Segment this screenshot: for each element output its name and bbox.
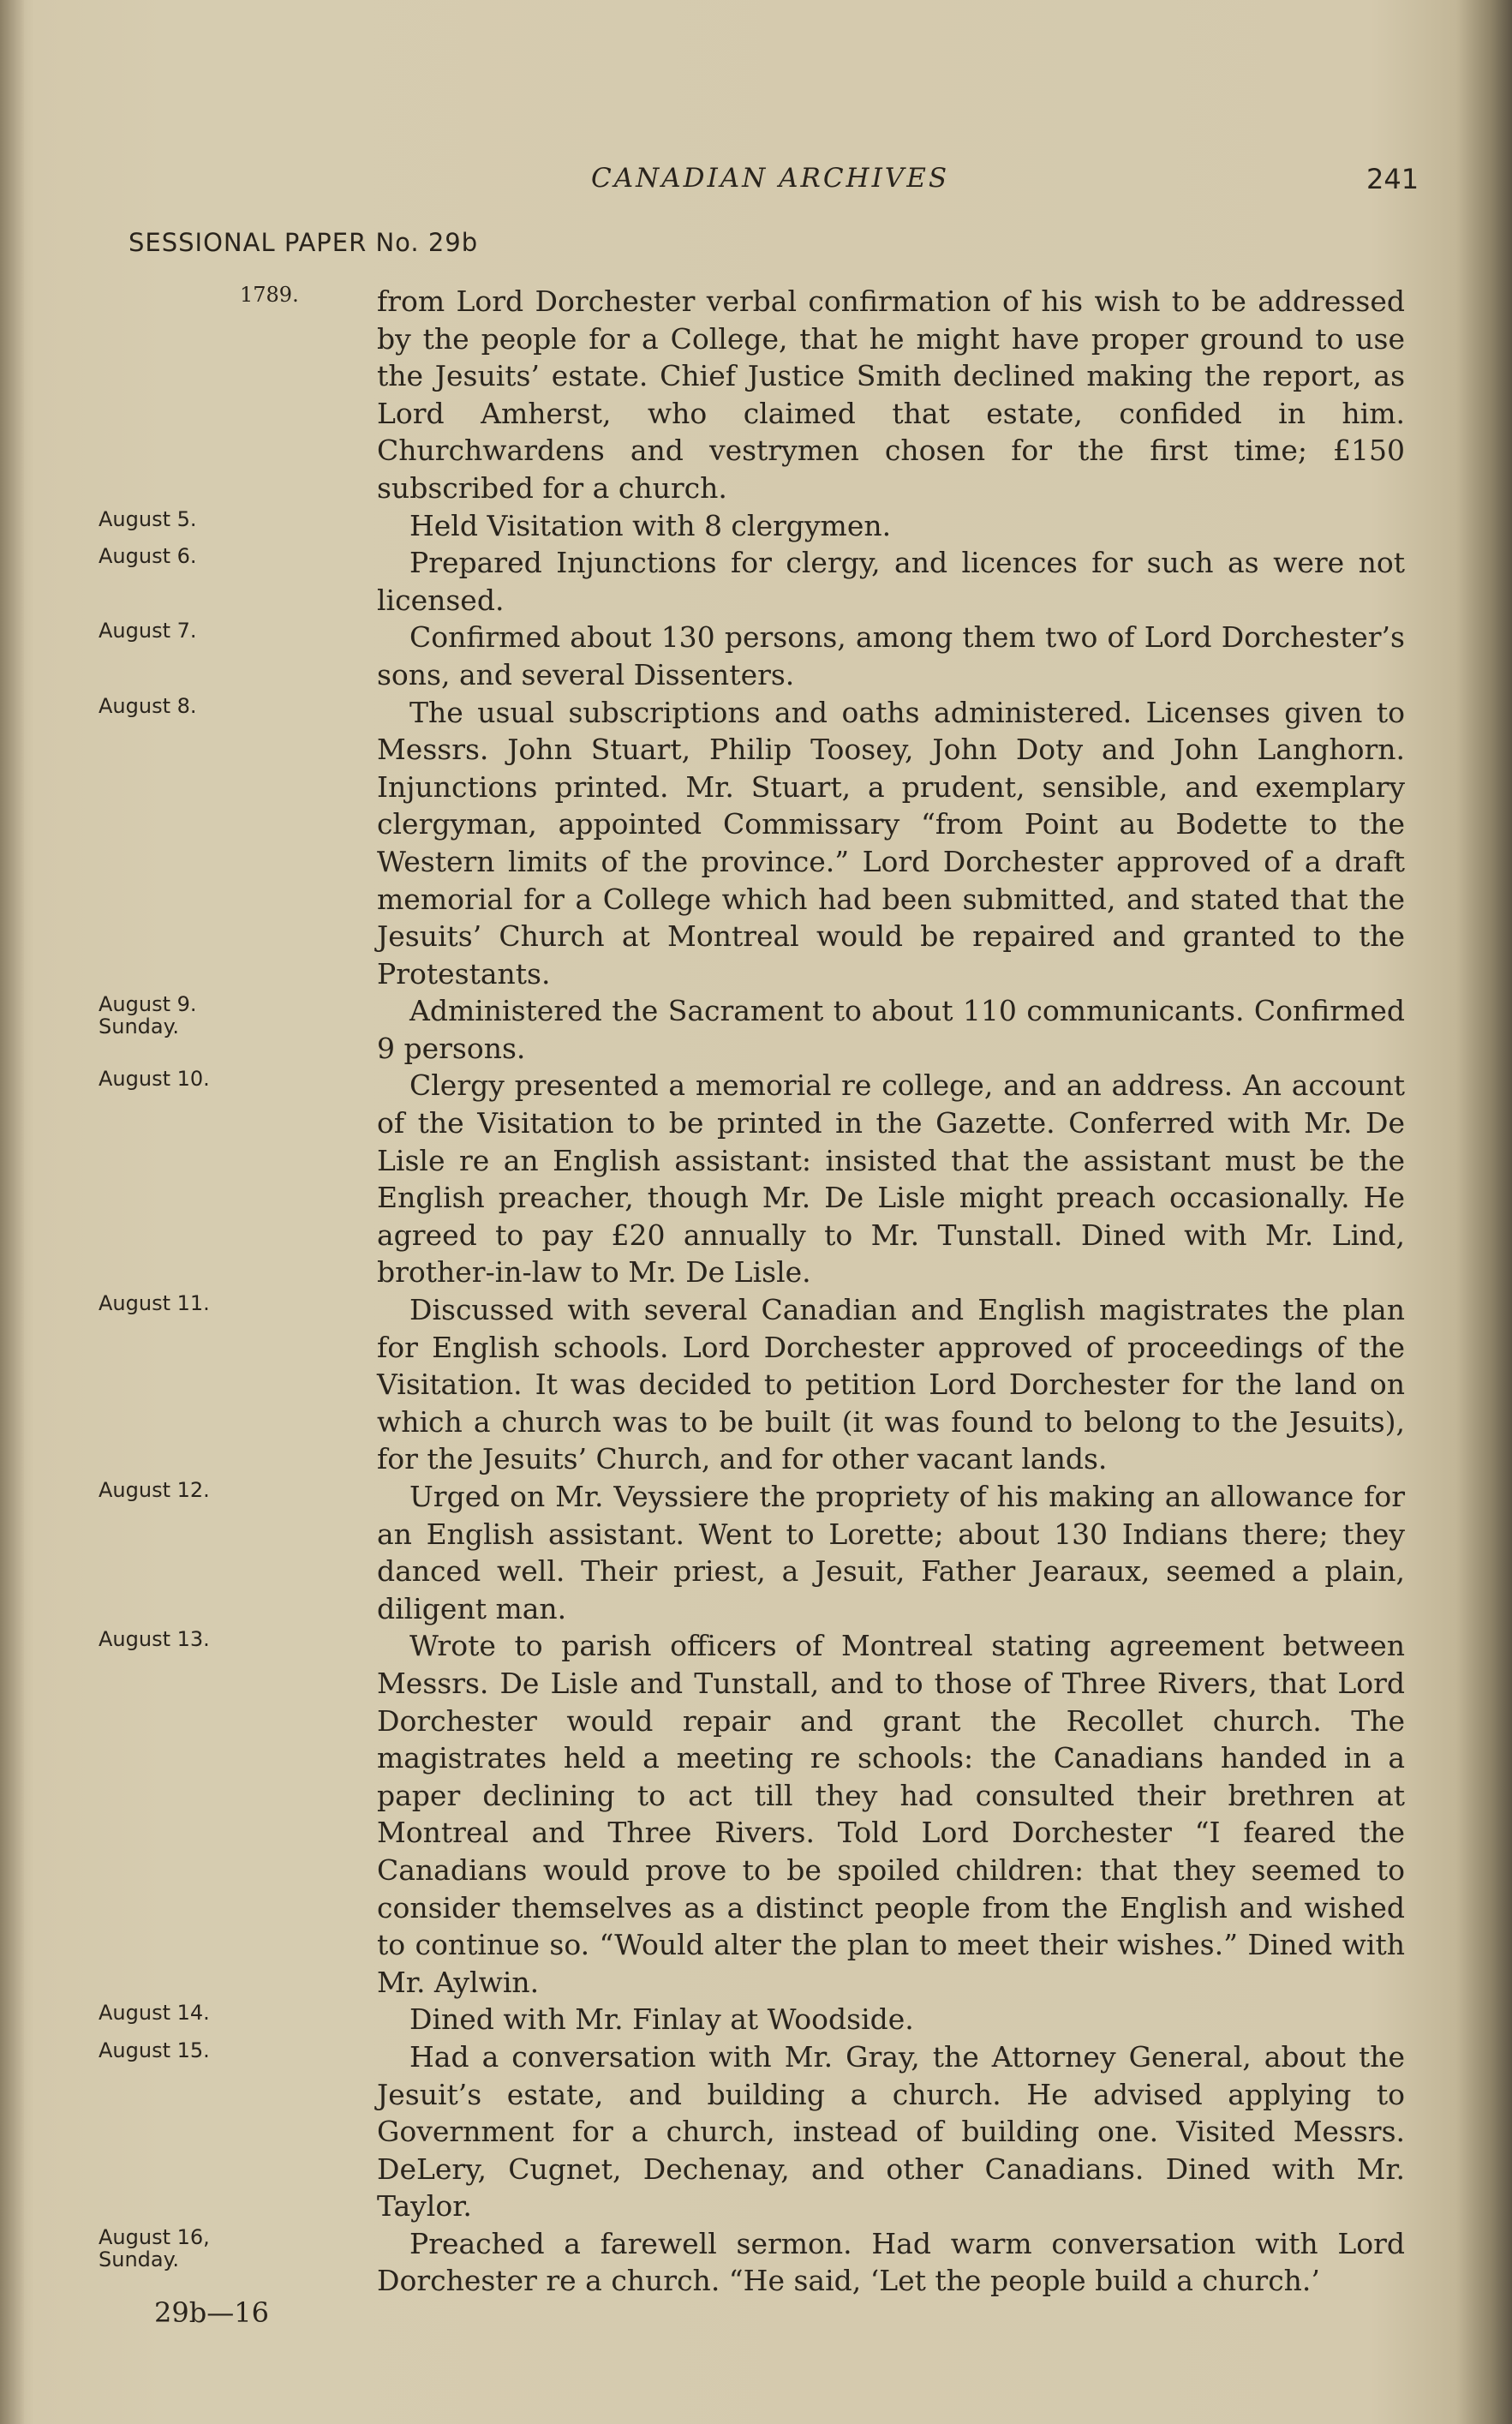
- entry: [0, 1478, 1512, 1627]
- entry: [0, 1627, 1512, 2001]
- entry-text: The usual subscriptions and oaths administered. Licenses given to Messrs. John Stuart, Philip Toosey, John Doty and John Langhorn. Injunctions printed. Mr. Stuart, a prudent, sensible, and exemplary clergyman, appointed Commissary “from Point au Bodette to the Western limits of the province.” Lord Dorchester approved of a draft memorial for a College which had been submitted, and stated that the Jesuits’ Church at Montreal would be repaired and granted to the Protestants.: [377, 695, 1405, 991]
- entry-date: August 11.: [99, 1291, 210, 1316]
- entry-text: Discussed with several Canadian and English magistrates the plan for English schools. Lord Dorchester approved of proceedings of the Visitation. It was decided to petition Lord Dorchester for the land on which a church was to be built (it was found to belong to the Jesuits), for the Jesuits’ Church, and for other vacant lands.: [377, 1293, 1405, 1476]
- entry-date: August 9. Sunday.: [99, 994, 270, 1037]
- entry-text: Administered the Sacrament to about 110 communicants. Confirmed 9 persons.: [377, 994, 1405, 1065]
- page-number: 241: [1366, 163, 1419, 195]
- entry-date: August 10.: [99, 1067, 210, 1092]
- entry-date: August 14.: [99, 2001, 210, 2026]
- entry: [0, 2001, 1512, 2038]
- entry: [0, 283, 1512, 507]
- entry-text: Urged on Mr. Veyssiere the propriety of his making an allowance for an English assistant. Went to Lorette; about 130 Indians there; they danced well. Their priest, a Jesuit, Father Jearaux, seemed a plain, diligent man.: [377, 1480, 1405, 1625]
- entry-date: August 15.: [99, 2038, 210, 2062]
- entry-text: Wrote to parish officers of Montreal stating agreement between Messrs. De Lisle and Tunstall, and to those of Three Rivers, that Lord Dorchester would repair and grant the Recollet church. The magistrates held a meeting re schools: the Canadians handed in a paper declining to act till they had consulted their brethren at Montreal and Three Rivers. Told Lord Dorchester “I feared the Canadians would prove to be spoiled children: that they seemed to consider themselves as a distinct people from the English and wished to continue so. “Would alter the plan to meet their wishes.” Dined with Mr. Aylwin.: [377, 1629, 1405, 1999]
- entry: [0, 619, 1512, 693]
- entry: [0, 1067, 1512, 1291]
- entry: [0, 1291, 1512, 1478]
- entry-text: from Lord Dorchester verbal confirmation of his wish to be addressed by the people for a College, that he might have proper ground to use the Jesuits’ estate. Chief Justice Smith declined making the report, as Lord Amherst, who claimed that estate, confided in him. Churchwardens and vestrymen chosen for the first time; £150 subscribed for a church.: [377, 284, 1405, 505]
- entry-date: August 6.: [99, 544, 197, 569]
- sessional-paper-label: SESSIONAL PAPER No. 29b: [128, 228, 479, 257]
- entry-date: August 7.: [99, 619, 197, 643]
- entry-date: August 13.: [99, 1627, 210, 1652]
- running-title: CANADIAN ARCHIVES: [591, 163, 950, 194]
- entry-date: August 8.: [99, 693, 197, 718]
- entry-day: Sunday.: [99, 1014, 180, 1039]
- entry-text: Preached a farewell sermon. Had warm conversation with Lord Dorchester re a church. “He said, ‘Let the people build a church.’: [377, 2226, 1405, 2298]
- entry-date: 1789.: [240, 283, 299, 307]
- entry-text: Confirmed about 130 persons, among them two of Lord Dorchester’s sons, and several Dissenters.: [377, 620, 1405, 691]
- entry-text: Clergy presented a memorial re college, and an address. An account of the Visitation to be printed in the Gazette. Conferred with Mr. De Lisle re an English assistant: insisted that the assistant must be the English preacher, though Mr. De Lisle might preach occasionally. He agreed to pay £20 annually to Mr. Tunstall. Dined with Mr. Lind, brother-in-law to Mr. De Lisle.: [377, 1068, 1405, 1290]
- entry: [0, 544, 1512, 619]
- entry: [0, 2038, 1512, 2225]
- entry-text: Dined with Mr. Finlay at Woodside.: [409, 2002, 914, 2037]
- entry-text: Had a conversation with Mr. Gray, the Attorney General, about the Jesuit’s estate, and building a church. He advised applying to Government for a church, instead of building one. Visited Messrs. DeLery, Cugnet, Dechenay, and other Canadians. Dined with Mr. Taylor.: [377, 2039, 1405, 2223]
- entry-text: Prepared Injunctions for clergy, and licences for such as were not licensed.: [377, 546, 1405, 617]
- entry: [0, 2225, 1512, 2300]
- entry-text: Held Visitation with 8 clergymen.: [409, 508, 892, 542]
- entry-date: August 5.: [99, 506, 197, 531]
- entry: [0, 694, 1512, 993]
- signature-mark: 29b—16: [154, 2296, 269, 2329]
- entry: [0, 992, 1512, 1067]
- entry-date: August 12.: [99, 1478, 210, 1502]
- entry: [0, 507, 1512, 545]
- entry-date: August 16, Sunday.: [99, 2227, 270, 2270]
- calendar-entries: [0, 283, 1512, 2300]
- entry-day: Sunday.: [99, 2247, 180, 2271]
